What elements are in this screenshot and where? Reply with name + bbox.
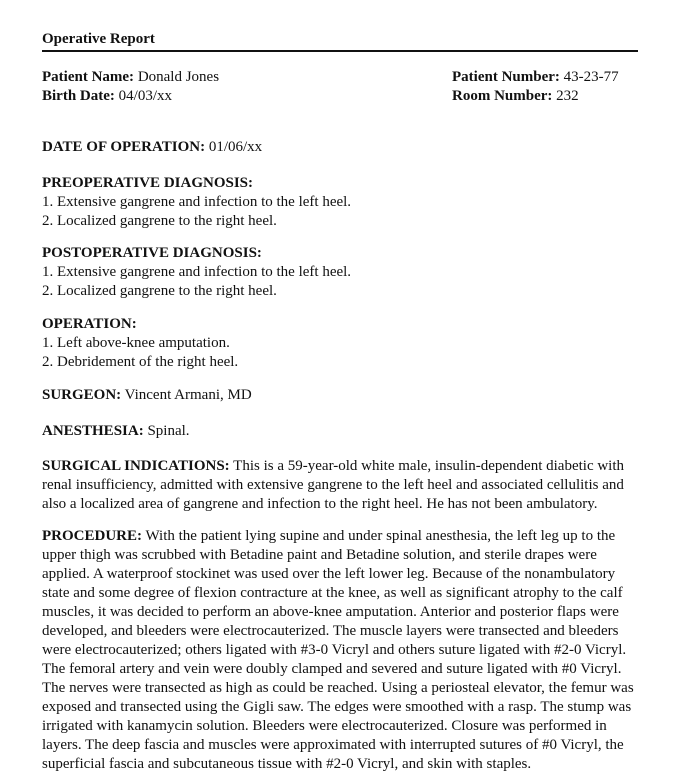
patient-name-value: Donald Jones: [137, 69, 220, 85]
list-item: 2. Localized gangrene to the right heel.: [42, 283, 277, 299]
postoperative-list: [42, 263, 351, 301]
title-divider: [42, 50, 638, 52]
anesthesia-label: ANESTHESIA:: [42, 423, 144, 439]
operation-section: [42, 315, 238, 372]
procedure-section: [42, 527, 642, 774]
anesthesia-value: Spinal.: [147, 423, 190, 439]
procedure-paragraph: [42, 527, 642, 774]
procedure-label: PROCEDURE:: [42, 528, 142, 544]
indications-label: SURGICAL INDICATIONS:: [42, 458, 230, 474]
patient-info-right: [452, 68, 619, 106]
operation-date-value: 01/06/xx: [208, 139, 263, 155]
postoperative-section: [42, 244, 351, 301]
preoperative-heading: PREOPERATIVE DIAGNOSIS:: [42, 175, 254, 191]
patient-name-row: [42, 68, 219, 87]
list-item: 1. Extensive gangrene and infection to the left heel.: [42, 264, 352, 280]
birth-date-value: 04/03/xx: [118, 88, 172, 104]
patient-info-left: [42, 68, 219, 106]
patient-number-value: 43-23-77: [563, 69, 619, 85]
indications-paragraph: [42, 457, 642, 514]
patient-name-label: Patient Name:: [42, 69, 135, 85]
list-item: 1. Extensive gangrene and infection to the left heel.: [42, 194, 352, 210]
indications-section: [42, 457, 642, 514]
room-number-label: Room Number:: [452, 88, 553, 104]
operation-list: [42, 334, 238, 372]
list-item: 2. Debridement of the right heel.: [42, 354, 239, 370]
preoperative-section: [42, 174, 351, 231]
list-item: 2. Localized gangrene to the right heel.: [42, 213, 277, 229]
surgeon-label: SURGEON:: [42, 387, 122, 403]
room-number-value: 232: [556, 88, 579, 104]
operation-heading: OPERATION:: [42, 316, 137, 332]
operation-date-label: DATE OF OPERATION:: [42, 139, 206, 155]
indications-text: This is a 59-year-old white male, insulin-dependent diabetic with renal insufficiency, admitted with extensive gangrene to the left heel and associated cellulitis and also a localized area of gangrene and infection to the right heel. He has not been ambulatory.: [42, 458, 625, 512]
procedure-text: With the patient lying supine and under spinal anesthesia, the left leg up to the upper thigh was scrubbed with Betadine paint and Betadine solution, and sterile drapes were applied. A waterproof stockinet was used over the left lower leg. Because of the nonambulatory state and some degree of flexion contracture at the knee, as well as significant atrophy to the calf muscles, it was decided to perform an above-knee amputation. Anterior and posterior flaps were developed, and bleeders were electrocauterized. The muscle layers were transected and bleeders were electrocauterized; others ligated with #3-0 Vicryl and others suture ligated with #2-0 Vicryl. The femoral artery and vein were doubly clamped and severed and suture ligated with #0 Vicryl. The nerves were transected as high as could be reached. Using a periosteal elevator, the femur was exposed and transected using the Gigli saw. The edges were smoothed with a rasp. The stump was irrigated with kanamycin solution. Bleeders were electrocauterized. Closure was performed in layers. The deep fascia and muscles were approximated with interrupted sutures of #0 Vicryl, the superficial fascia and subcutaneous tissue with #2-0 Vicryl, and skin with staples.: [42, 528, 634, 772]
surgeon-section: [42, 386, 252, 405]
preoperative-list: [42, 193, 351, 231]
patient-number-row: [452, 68, 619, 87]
anesthesia-section: [42, 422, 190, 441]
birth-date-row: [42, 87, 219, 106]
operation-date-section: [42, 138, 262, 157]
patient-number-label: Patient Number:: [452, 69, 560, 85]
list-item: 1. Left above-knee amputation.: [42, 335, 230, 351]
birth-date-label: Birth Date:: [42, 88, 115, 104]
report-title: Operative Report: [42, 31, 155, 47]
room-number-row: [452, 87, 619, 106]
postoperative-heading: POSTOPERATIVE DIAGNOSIS:: [42, 245, 262, 261]
surgeon-value: Vincent Armani, MD: [124, 387, 252, 403]
